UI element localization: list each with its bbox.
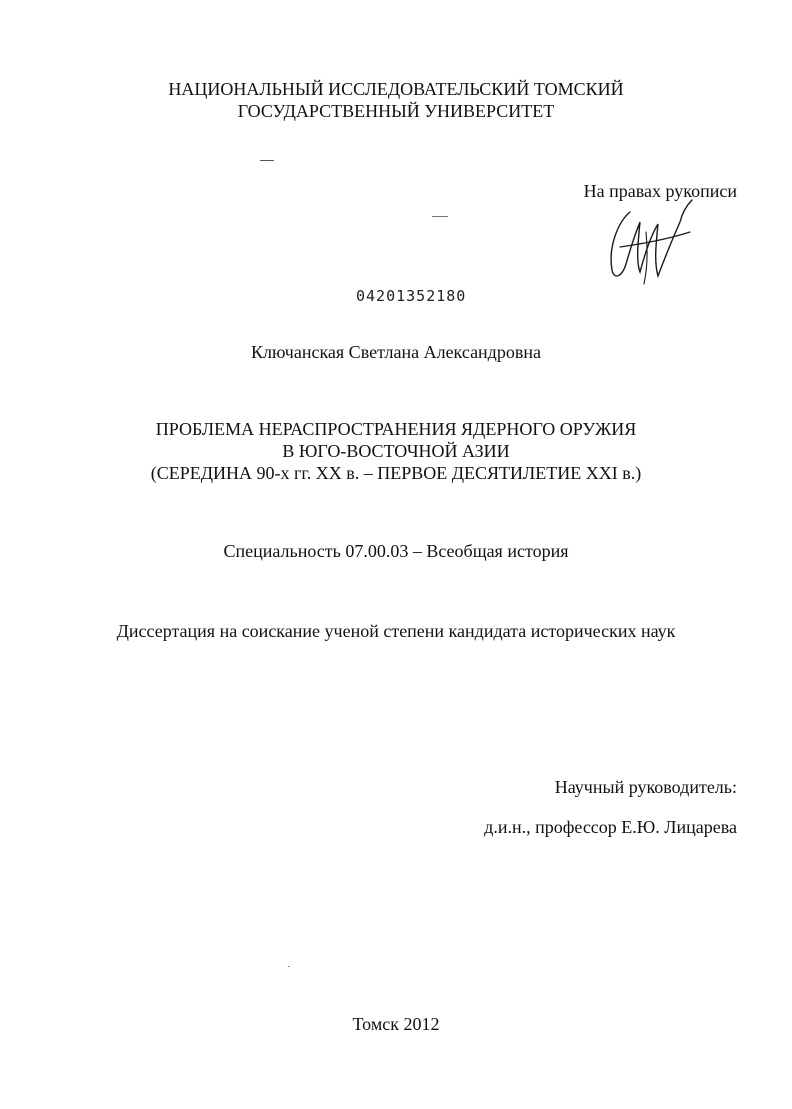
advisor-name: д.и.н., профессор Е.Ю. Лицарева xyxy=(484,817,737,837)
university-name-line1: НАЦИОНАЛЬНЫЙ ИССЛЕДОВАТЕЛЬСКИЙ ТОМСКИЙ xyxy=(168,79,624,99)
scan-mark xyxy=(260,160,274,161)
scan-mark xyxy=(432,216,448,217)
city-year: Томск 2012 xyxy=(352,1014,440,1034)
title-line2: В ЮГО-ВОСТОЧНОЙ АЗИИ xyxy=(282,441,510,461)
title-line3: (СЕРЕДИНА 90-х гг. XX в. – ПЕРВОЕ ДЕСЯТИЛЕТИЕ XXI в.) xyxy=(150,463,642,483)
manuscript-note: На правах рукописи xyxy=(583,181,737,201)
author-name: Ключанская Светлана Александровна xyxy=(251,342,541,362)
catalog-number: 04201352180 xyxy=(356,287,467,305)
title-line1: ПРОБЛЕМА НЕРАСПРОСТРАНЕНИЯ ЯДЕРНОГО ОРУЖИЯ xyxy=(155,419,637,439)
specialty: Специальность 07.00.03 – Всеобщая история xyxy=(223,541,569,561)
advisor-label: Научный руководитель: xyxy=(554,777,737,797)
dissertation-type: Диссертация на соискание ученой степени кандидата исторических наук xyxy=(116,621,676,641)
scan-dot xyxy=(288,966,290,967)
signature xyxy=(600,192,700,292)
university-name-line2: ГОСУДАРСТВЕННЫЙ УНИВЕРСИТЕТ xyxy=(237,101,555,121)
